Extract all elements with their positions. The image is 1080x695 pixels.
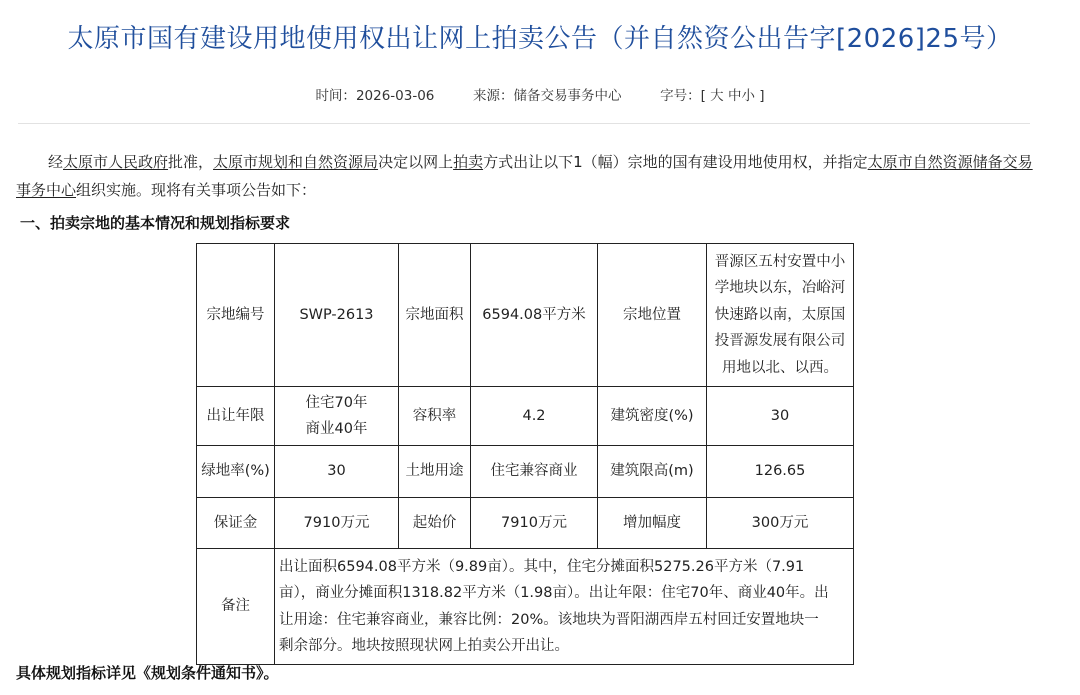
intro-paragraph <box>16 148 1036 204</box>
table-cell-key: 起始价 <box>399 498 471 549</box>
table-cell-value: 7910万元 <box>471 498 598 549</box>
table-cell-key: 容积率 <box>399 387 471 446</box>
article-meta <box>0 84 1080 104</box>
table-row <box>197 498 854 549</box>
table-cell-key: 备注 <box>197 549 275 665</box>
land-info-table <box>196 243 854 665</box>
link-taiyuan-government[interactable]: 太原市人民政府 <box>63 153 169 171</box>
table-cell-key: 保证金 <box>197 498 275 549</box>
intro-text-3: 决定以网上 <box>378 153 454 171</box>
font-size-close: ] <box>759 88 765 104</box>
table-cell-value: 300万元 <box>707 498 854 549</box>
page-title: 太原市国有建设用地使用权出让网上拍卖公告（并自然资公出告字[2026]25号） <box>67 24 1013 54</box>
link-reserve-trading-center[interactable]: 太原市自然资源储备交易事务中心 <box>16 153 1033 199</box>
table-row <box>197 549 854 665</box>
section-heading: 一、拍卖宗地的基本情况和规划指标要求 <box>20 214 291 232</box>
table-cell-key: 宗地面积 <box>399 244 471 387</box>
time-label: 时间： <box>315 88 356 104</box>
table-cell-note: 出让面积6594.08平方米（9.89亩）。其中，住宅分摊面积5275.26平方米（7.91 亩），商业分摊面积1318.82平方米（1.98亩）。出让年限：住宅70年、商业40年。出 让用途：住宅兼容商业，兼容比例：20%。该地块为晋阳湖西岸五村回迁安置地块一 剩余部分。地块按照现状网上拍卖公开出让。 <box>275 549 854 665</box>
intro-text-1: 经 <box>48 153 64 171</box>
divider <box>18 123 1030 124</box>
table-cell-value: 7910万元 <box>275 498 399 549</box>
font-size-medium-button[interactable]: 中 <box>727 88 742 104</box>
table-cell-key: 土地用途 <box>399 446 471 498</box>
table-row <box>197 387 854 446</box>
table-cell-value: 126.65 <box>707 446 854 498</box>
font-size-small-button[interactable]: 小 <box>741 88 755 104</box>
link-planning-bureau[interactable]: 太原市规划和自然资源局 <box>213 153 379 171</box>
link-auction[interactable]: 拍卖 <box>453 153 484 171</box>
table-cell-value: 住宅兼容商业 <box>471 446 598 498</box>
table-cell-key: 建筑限高(m) <box>598 446 707 498</box>
table-cell-value: 30 <box>275 446 399 498</box>
table-cell-value: SWP-2613 <box>275 244 399 387</box>
table-cell-value: 30 <box>707 387 854 446</box>
table-cell-value: 4.2 <box>471 387 598 446</box>
table-cell-key: 建筑密度(%) <box>598 387 707 446</box>
table-cell-key: 增加幅度 <box>598 498 707 549</box>
table-cell-key: 绿地率(%) <box>197 446 275 498</box>
table-cell-key: 宗地编号 <box>197 244 275 387</box>
table-cell-key: 宗地位置 <box>598 244 707 387</box>
font-size-switcher <box>660 88 764 104</box>
intro-text-4: 方式出让以下1（幅）宗地的国有建设用地使用权，并指定 <box>483 153 868 171</box>
table-cell-value-location: 晋源区五村安置中小 学地块以东，冶峪河 快速路以南，太原国 投晋源发展有限公司 用地以北、以西。 <box>707 244 854 387</box>
table-cell-value: 6594.08平方米 <box>471 244 598 387</box>
footer-note: 具体规划指标详见《规划条件通知书》。 <box>16 664 279 682</box>
intro-text-5: 组织实施。现将有关事项公告如下： <box>76 181 317 199</box>
intro-text-2: 批准， <box>168 153 214 171</box>
time-value: 2026-03-06 <box>355 88 435 104</box>
table-row <box>197 446 854 498</box>
table-cell-key: 出让年限 <box>197 387 275 446</box>
table-row <box>197 244 854 387</box>
font-size-large-button[interactable]: 大 <box>710 88 724 104</box>
source-label: 来源： <box>473 88 514 104</box>
table-cell-value: 住宅70年 商业40年 <box>275 387 399 446</box>
source-value: 储备交易事务中心 <box>513 88 622 104</box>
font-size-label: 字号：[ <box>660 88 706 104</box>
